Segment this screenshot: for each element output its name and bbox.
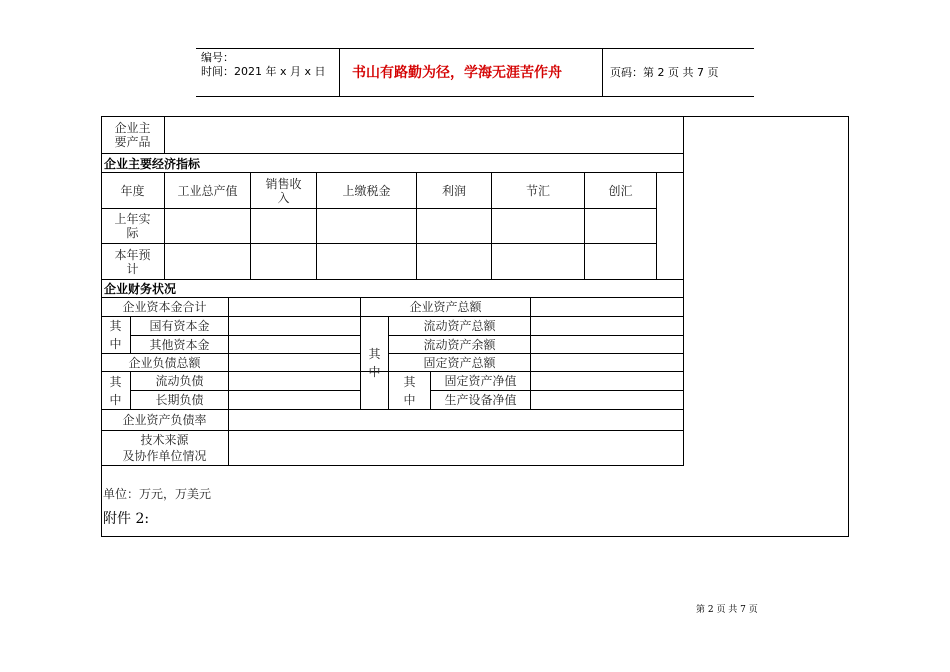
main-products-field[interactable] [165,117,683,153]
of-which-label-assets: 其 中 [368,347,381,379]
economic-indicators-heading: 企业主要经济指标 [104,156,201,171]
equipment-net-label: 生产设备净值 [444,393,517,407]
main-products-label: 企业主 要产品 [114,121,151,149]
column-fx-earnings: 创汇 [608,183,633,198]
debt-ratio-label: 企业资产负债率 [122,413,207,427]
attachment-label: 附件 2: [103,511,150,527]
of-which-label-capital: 其 中 [109,319,122,351]
column-industrial-output: 工业总产值 [177,183,238,198]
row-this-year-forecast: 本年预 计 [114,247,151,276]
tech-source-label: 技术来源 及协作单位情况 [122,433,207,463]
fixed-assets-total-label: 固定资产总额 [423,355,496,370]
fixed-assets-net-label: 固定资产净值 [444,374,517,388]
current-assets-balance-label: 流动资产余额 [423,337,496,352]
column-fx-savings: 节汇 [525,183,550,198]
of-which-label-liabilities: 其 中 [109,374,122,407]
assets-total-label: 企业资产总额 [409,300,482,314]
capital-total-label: 企业资本金合计 [122,300,207,314]
page-code: 页码：第 2 页 共 7 页 [610,66,719,79]
other-capital-label: 其他资本金 [149,337,210,352]
document-date: 时间：2021 年 x 月 x 日 [201,65,326,78]
finance-status-heading: 企业财务状况 [104,282,177,296]
current-liabilities-label: 流动负债 [155,374,204,388]
column-year: 年度 [120,183,145,198]
column-profit: 利润 [441,183,466,198]
state-capital-label: 国有资本金 [149,319,210,333]
unit-note: 单位：万元，万美元 [103,487,212,501]
row-last-year-actual: 上年实 际 [114,212,151,240]
current-assets-total-label: 流动资产总额 [423,319,496,333]
header-motto: 书山有路勤为径，学海无涯苦作舟 [352,65,562,81]
of-which-label-fixed: 其 中 [403,374,416,407]
long-term-liabilities-label: 长期负债 [155,393,204,407]
page-footer: 第 2 页 共 7 页 [696,605,758,615]
column-taxes-paid: 上缴税金 [342,183,391,198]
document-number-label: 编号： [201,51,234,64]
column-sales-revenue: 销售收 入 [265,176,302,205]
liabilities-total-label: 企业负债总额 [128,355,201,370]
